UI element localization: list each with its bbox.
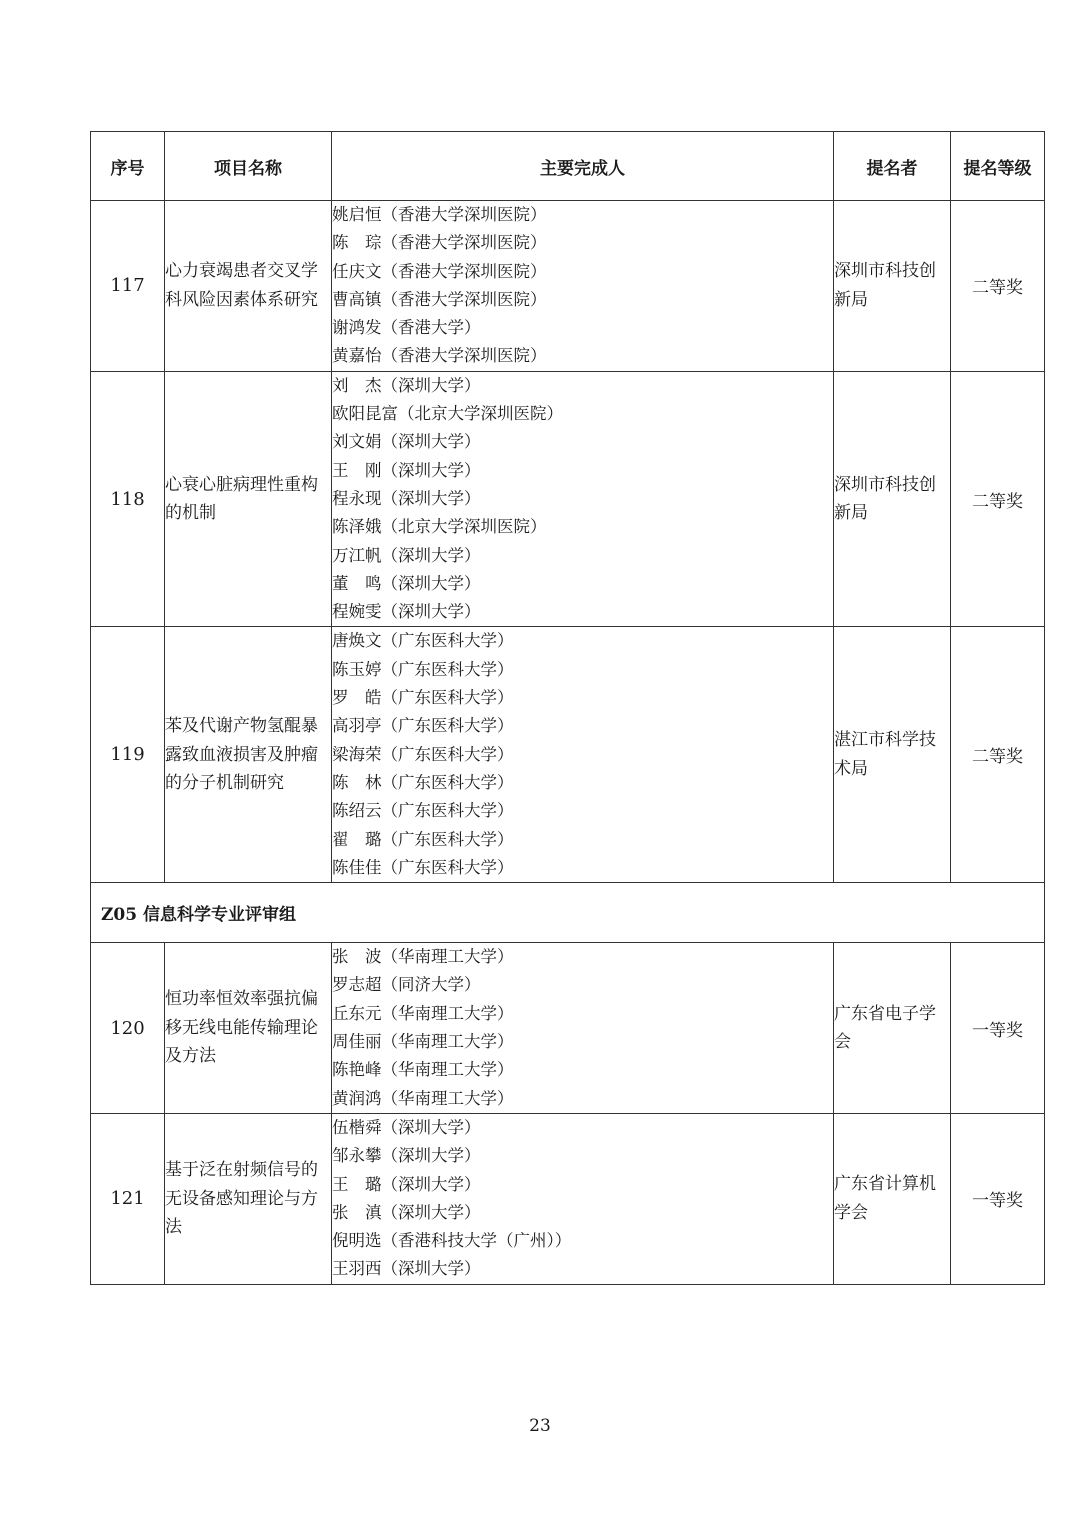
- row-seq: 121: [91, 1113, 165, 1284]
- row-project-name: 苯及代谢产物氢醌暴露致血液损害及肿瘤的分子机制研究: [165, 627, 332, 883]
- section-title: Z05 信息科学专业评审组: [91, 883, 1045, 943]
- contributor: 陈泽娥（北京大学深圳医院）: [332, 517, 547, 537]
- row-contributors: [332, 371, 834, 627]
- contributor: 刘文娟（深圳大学）: [332, 432, 481, 452]
- table-row: [91, 201, 1045, 372]
- header-nominator: 提名者: [834, 132, 951, 201]
- contributor: 倪明选（香港科技大学（广州））: [332, 1231, 572, 1251]
- table-row: [91, 627, 1045, 883]
- table-row: [91, 943, 1045, 1114]
- page-number: 23: [529, 1416, 551, 1436]
- contributor: 罗 皓（广东医科大学）: [332, 688, 514, 708]
- header-nomination-level: 提名等级: [951, 132, 1045, 201]
- row-contributors: [332, 1113, 834, 1284]
- contributor: 陈 琮（香港大学深圳医院）: [332, 233, 547, 253]
- awards-table: [90, 131, 1045, 1285]
- row-seq: 118: [91, 371, 165, 627]
- contributor: 张 滇（深圳大学）: [332, 1202, 481, 1222]
- contributor: 丘东元（华南理工大学）: [332, 1003, 514, 1023]
- contributor: 姚启恒（香港大学深圳医院）: [332, 205, 547, 224]
- row-level: 二等奖: [951, 627, 1045, 883]
- contributor: 陈绍云（广东医科大学）: [332, 801, 514, 821]
- row-nominator: 深圳市科技创新局: [834, 201, 951, 372]
- row-level: 一等奖: [951, 943, 1045, 1114]
- contributor: 罗志超（同济大学）: [332, 975, 481, 995]
- header-main-contributors: 主要完成人: [332, 132, 834, 201]
- contributor: 黄润鸿（华南理工大学）: [332, 1088, 514, 1108]
- row-contributors: [332, 943, 834, 1114]
- header-project-name: 项目名称: [165, 132, 332, 201]
- row-seq: 117: [91, 201, 165, 372]
- row-seq: 120: [91, 943, 165, 1114]
- row-project-name: 基于泛在射频信号的无设备感知理论与方法: [165, 1113, 332, 1284]
- contributor: 王 刚（深圳大学）: [332, 460, 481, 480]
- contributor: 高羽亭（广东医科大学）: [332, 716, 514, 736]
- contributor: 谢鸿发（香港大学）: [332, 318, 481, 338]
- contributor: 任庆文（香港大学深圳医院）: [332, 261, 547, 281]
- contributor: 程永现（深圳大学）: [332, 488, 481, 508]
- row-project-name: 心衰心脏病理性重构的机制: [165, 371, 332, 627]
- contributor: 万江帆（深圳大学）: [332, 545, 481, 565]
- section-row: [91, 883, 1045, 943]
- contributor: 王 璐（深圳大学）: [332, 1174, 481, 1194]
- contributor: 周佳丽（华南理工大学）: [332, 1032, 514, 1052]
- contributor: 陈艳峰（华南理工大学）: [332, 1060, 514, 1080]
- row-nominator: 广东省计算机学会: [834, 1113, 951, 1284]
- contributor: 黄嘉怡（香港大学深圳医院）: [332, 346, 547, 366]
- contributor: 程婉雯（深圳大学）: [332, 602, 481, 622]
- contributor: 梁海荣（广东医科大学）: [332, 744, 514, 764]
- contributor: 唐焕文（广东医科大学）: [332, 631, 514, 651]
- contributor: 欧阳昆富（北京大学深圳医院）: [332, 404, 563, 424]
- table-row: [91, 1113, 1045, 1284]
- contributor: 陈 林（广东医科大学）: [332, 772, 514, 792]
- row-nominator: 深圳市科技创新局: [834, 371, 951, 627]
- contributor: 董 鸣（深圳大学）: [332, 573, 481, 593]
- row-level: 一等奖: [951, 1113, 1045, 1284]
- row-project-name: 恒功率恒效率强抗偏移无线电能传输理论及方法: [165, 943, 332, 1114]
- contributor: 刘 杰（深圳大学）: [332, 375, 481, 395]
- contributor: 张 波（华南理工大学）: [332, 947, 514, 967]
- header-row: [91, 132, 1045, 201]
- contributor: 伍楷舜（深圳大学）: [332, 1117, 481, 1137]
- table-row: [91, 371, 1045, 627]
- row-project-name: 心力衰竭患者交叉学科风险因素体系研究: [165, 201, 332, 372]
- row-contributors: [332, 201, 834, 372]
- contributor: 王羽西（深圳大学）: [332, 1259, 481, 1279]
- row-contributors: [332, 627, 834, 883]
- contributor: 邹永攀（深圳大学）: [332, 1146, 481, 1166]
- header-seq: 序号: [91, 132, 165, 201]
- contributor: 陈佳佳（广东医科大学）: [332, 857, 514, 877]
- contributor: 翟 璐（广东医科大学）: [332, 829, 514, 849]
- row-nominator: 广东省电子学会: [834, 943, 951, 1114]
- contributor: 陈玉婷（广东医科大学）: [332, 659, 514, 679]
- row-nominator: 湛江市科学技术局: [834, 627, 951, 883]
- row-seq: 119: [91, 627, 165, 883]
- row-level: 二等奖: [951, 201, 1045, 372]
- row-level: 二等奖: [951, 371, 1045, 627]
- contributor: 曹高镇（香港大学深圳医院）: [332, 289, 547, 309]
